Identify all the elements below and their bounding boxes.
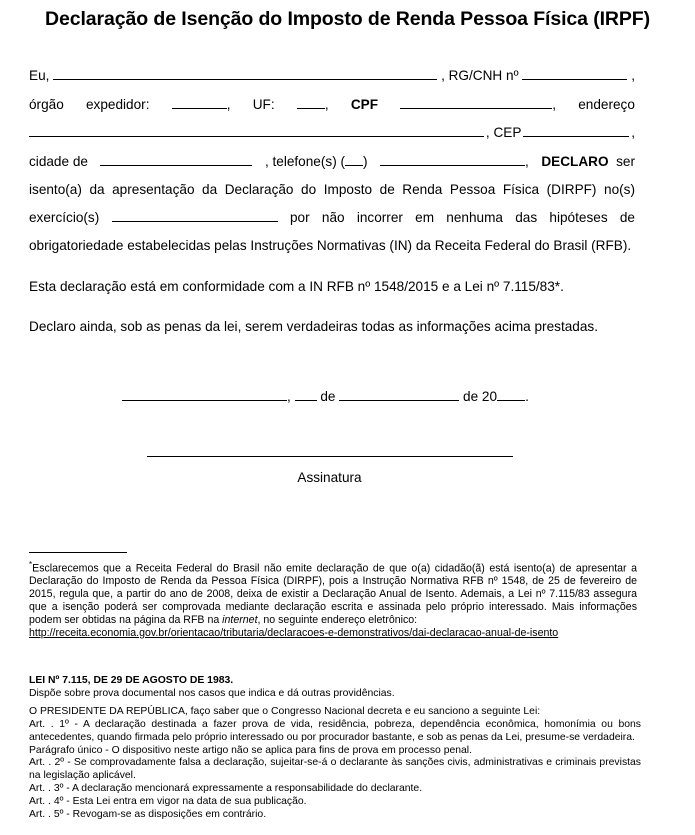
year-blank[interactable] [497,388,525,401]
ddd-blank[interactable] [345,153,363,166]
punct: , [552,97,557,112]
label-endereco: endereço [578,97,635,112]
form-line-isento: isento(a) da apresentação da Declaração do Imposto de Renda Pessoa Física (DIRPF) no(s) [29,182,635,197]
punct: , [525,154,529,169]
punct: , [631,125,635,140]
label-cpf: CPF [350,97,379,112]
cep-blank[interactable] [523,124,629,137]
exercicio-blank[interactable] [112,209,278,222]
footnote [29,559,637,640]
form-line-orgao [29,96,635,113]
punct: , [324,97,329,112]
form-line-city [29,153,635,170]
uf-blank[interactable] [297,96,325,109]
law-art4: Art. . 4º - Esta Lei entra em vigor na data de sua publicação. [29,796,307,808]
footnote-marker: * [29,560,33,569]
name-blank[interactable] [53,67,437,80]
address-blank[interactable] [29,124,484,137]
footnote-link[interactable]: http://receita.economia.gov.br/orientacao/tributaria/declaracoes-e-demonstrativos/dai-declaracao-anual-de-isento [29,627,559,640]
date-line [122,388,542,405]
punct: ) [363,154,368,169]
label-cidade: cidade de [29,154,88,169]
phone-blank[interactable] [380,153,525,166]
law-summary: Dispõe sobre prova documental nos casos que indica e dá outras providências. [29,687,395,699]
label-telefone: , telefone(s) ( [264,154,346,169]
signature-line[interactable] [147,456,513,457]
footnote-separator [29,552,127,553]
law-title: LEI Nº 7.115, DE 29 DE AGOSTO DE 1983. [29,675,234,686]
punct: , [287,389,291,404]
law-art5: Art. . 5º - Revogam-se as disposições em contrário. [29,809,267,821]
law-art1: Art. . 1º - A declaração destinada a fazer prova de vida, residência, pobreza, dependência econômica, homonímia ou bons antecedentes, quando firmada pelo próprio interessado ou por procurador bastante, e sob as penas da Lei, presume-se verdadeira. [29,718,641,743]
footnote-internet: internet [222,614,258,627]
document-title: Declaração de Isenção do Imposto de Renda Pessoa Física (IRPF) [45,8,650,30]
label-exercicio: exercício(s) [29,210,100,225]
punct: . [525,389,529,404]
footnote-text: Esclarecemos que a Receita Federal do Brasil não emite declaração de que o(a) cidadão(ã) está isento(a) de apresentar a Declaração do Imposto de Renda da Pessoa Física (DIRPF), pois a Instrução Normativa RFB nº 1548, de 25 de fevereiro de 2015, regula que, a partir do ano de 2008, deixa de existir a Declaração Anual de Isento. Ademais, a Lei nº 7.115/83 assegura que a isenção poderá ser comprovada mediante declaração escrita e assinada pelo próprio interessado. Mais informações podem ser obtidas na página da RFB na [29,562,637,627]
conformidade-text: Esta declaração está em conformidade com a IN RFB nº 1548/2015 e a Lei nº 7.115/83*. [29,279,564,294]
label-orgao: órgão [29,97,64,112]
label-de-20: de 20 [463,389,498,404]
label-declaro: DECLARO [541,154,609,169]
label-eu: Eu, [29,68,50,83]
day-blank[interactable] [295,388,317,401]
orgao-blank[interactable] [172,96,227,109]
label-rg: , RG/CNH nº [441,68,519,83]
law-art3: Art. . 3º - A declaração mencionará expressamente a responsabilidade do declarante. [29,783,423,795]
law-art2: Art. . 2º - Se comprovadamente falsa a declaração, sujeitar-se-á o declarante às sanções civis, administrativas e criminais previstas na legislação aplicável. [29,757,641,782]
law-section [29,675,641,822]
signature-label: Assinatura [297,470,362,485]
label-ser: ser [616,154,635,169]
label-de: de [320,389,336,404]
rg-blank[interactable] [522,67,627,80]
city-blank[interactable] [100,153,252,166]
footnote-text-after: , no seguinte endereço eletrônico: [257,614,418,627]
form-line-address [29,124,635,141]
place-blank[interactable] [122,388,287,401]
declaro-ainda-text: Declaro ainda, sob as penas da lei, serem verdadeiras todas as informações acima prestadas. [29,319,598,334]
form-line-obrigatoriedade: obrigatoriedade estabelecidas pelas Instruções Normativas (IN) da Receita Federal do Brasil (RFB). [29,238,632,253]
label-expedidor: expedidor: [86,97,150,112]
label-exercicio-rest: por não incorrer em nenhuma das hipóteses de [290,210,635,225]
form-line-exercicio [29,209,635,226]
form-line-name [29,67,635,84]
law-preamble: O PRESIDENTE DA REPÚBLICA, faço saber que o Congresso Nacional decreta e eu sanciono a seguinte Lei: [29,705,541,717]
cpf-blank[interactable] [400,96,552,109]
month-blank[interactable] [339,388,459,401]
label-cep: , CEP [485,125,522,140]
law-paragrafo: Parágrafo único - O dispositivo neste artigo não se aplica para fins de prova em processo penal. [29,744,473,756]
label-uf: UF: [252,97,275,112]
punct: , [226,97,231,112]
punct: , [631,68,635,83]
